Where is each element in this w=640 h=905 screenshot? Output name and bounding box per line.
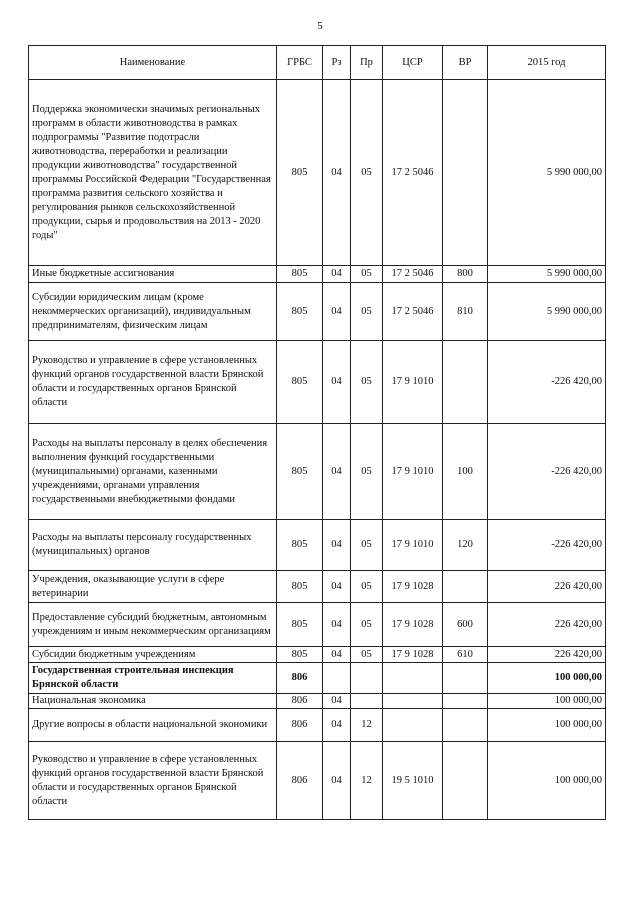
row-rz: 04: [323, 742, 351, 820]
row-vr: [443, 694, 488, 709]
table-row: [29, 283, 606, 341]
row-pr: 05: [351, 571, 383, 603]
row-vr: [443, 663, 488, 694]
header-year: 2015 год: [488, 46, 606, 80]
row-csr: 17 9 1028: [383, 571, 443, 603]
row-pr: 05: [351, 603, 383, 647]
row-amount: 100 000,00: [488, 663, 606, 694]
table-row: [29, 603, 606, 647]
row-amount: -226 420,00: [488, 341, 606, 424]
row-grbs: 806: [277, 742, 323, 820]
row-pr: [351, 663, 383, 694]
row-pr: 05: [351, 80, 383, 266]
row-rz: 04: [323, 80, 351, 266]
row-pr: 05: [351, 283, 383, 341]
row-rz: 04: [323, 603, 351, 647]
row-vr: 600: [443, 603, 488, 647]
row-csr: 17 9 1010: [383, 424, 443, 520]
row-csr: 17 2 5046: [383, 283, 443, 341]
row-csr: 17 2 5046: [383, 80, 443, 266]
row-rz: 04: [323, 647, 351, 663]
row-name: Государственная строительная инспекция Брянской области: [29, 663, 277, 694]
row-rz: 04: [323, 266, 351, 283]
table-row: [29, 742, 606, 820]
table-row: [29, 571, 606, 603]
row-grbs: 805: [277, 283, 323, 341]
row-vr: 610: [443, 647, 488, 663]
row-pr: 05: [351, 341, 383, 424]
row-amount: -226 420,00: [488, 424, 606, 520]
header-csr: ЦСР: [383, 46, 443, 80]
row-rz: 04: [323, 341, 351, 424]
row-name: Другие вопросы в области национальной экономики: [29, 709, 277, 742]
row-pr: [351, 694, 383, 709]
row-amount: 226 420,00: [488, 603, 606, 647]
table-row: [29, 694, 606, 709]
row-name: Руководство и управление в сфере установленных функций органов государственной власти Брянской области и государственных органов Брянской области: [29, 742, 277, 820]
row-name: Расходы на выплаты персоналу государственных (муниципальных) органов: [29, 520, 277, 571]
row-name: Предоставление субсидий бюджетным, автономным учреждениям и иным некоммерческим организациям: [29, 603, 277, 647]
row-vr: [443, 709, 488, 742]
header-vr: ВР: [443, 46, 488, 80]
row-name: Учреждения, оказывающие услуги в сфере ветеринарии: [29, 571, 277, 603]
header-name: Наименование: [29, 46, 277, 80]
row-grbs: 805: [277, 647, 323, 663]
table-row: [29, 647, 606, 663]
row-amount: 5 990 000,00: [488, 80, 606, 266]
row-rz: 04: [323, 283, 351, 341]
row-rz: 04: [323, 709, 351, 742]
row-pr: 12: [351, 742, 383, 820]
row-csr: 17 9 1028: [383, 647, 443, 663]
row-vr: [443, 80, 488, 266]
row-amount: 100 000,00: [488, 694, 606, 709]
row-pr: 12: [351, 709, 383, 742]
row-amount: 100 000,00: [488, 709, 606, 742]
page-number: 5: [317, 20, 323, 32]
row-name: Поддержка экономически значимых региональных программ в области животноводства в рамках подпрограммы "Развитие подотрасли животноводства, переработки и реализации продукции животноводства" государственной программы Российской Федерации "Государственная программа развития сельского хозяйства и регулирования рынков сельскохозяйственной продукции, сырья и продовольствия на 2013 - 2020 годы": [29, 80, 277, 266]
row-amount: 5 990 000,00: [488, 283, 606, 341]
row-amount: 5 990 000,00: [488, 266, 606, 283]
row-grbs: 806: [277, 709, 323, 742]
table-row: [29, 663, 606, 694]
row-csr: 17 9 1010: [383, 520, 443, 571]
row-name: Субсидии бюджетным учреждениям: [29, 647, 277, 663]
row-name: Руководство и управление в сфере установленных функций органов государственной власти Брянской области и государственных органов Брянской области: [29, 341, 277, 424]
header-rz: Рз: [323, 46, 351, 80]
row-csr: 19 5 1010: [383, 742, 443, 820]
row-grbs: 805: [277, 341, 323, 424]
row-grbs: 805: [277, 603, 323, 647]
row-csr: 17 9 1028: [383, 603, 443, 647]
table-row: [29, 266, 606, 283]
row-pr: 05: [351, 520, 383, 571]
row-grbs: 806: [277, 663, 323, 694]
row-grbs: 805: [277, 520, 323, 571]
row-csr: [383, 694, 443, 709]
row-grbs: 806: [277, 694, 323, 709]
row-name: Иные бюджетные ассигнования: [29, 266, 277, 283]
row-grbs: 805: [277, 571, 323, 603]
row-pr: 05: [351, 266, 383, 283]
row-rz: 04: [323, 520, 351, 571]
row-vr: [443, 742, 488, 820]
row-name: Национальная экономика: [29, 694, 277, 709]
row-name: Расходы на выплаты персоналу в целях обеспечения выполнения функций государственными (муниципальными) органами, казенными учреждениями, органами управления государственными внебюджетными фондами: [29, 424, 277, 520]
row-vr: [443, 571, 488, 603]
row-vr: 100: [443, 424, 488, 520]
budget-table: [28, 45, 606, 820]
row-csr: [383, 663, 443, 694]
row-amount: 100 000,00: [488, 742, 606, 820]
table-row: [29, 520, 606, 571]
row-pr: 05: [351, 424, 383, 520]
row-amount: 226 420,00: [488, 571, 606, 603]
row-amount: 226 420,00: [488, 647, 606, 663]
row-csr: 17 9 1010: [383, 341, 443, 424]
row-rz: [323, 663, 351, 694]
row-vr: [443, 341, 488, 424]
row-vr: 800: [443, 266, 488, 283]
table-row: [29, 341, 606, 424]
header-grbs: ГРБС: [277, 46, 323, 80]
table-row: [29, 424, 606, 520]
row-rz: 04: [323, 694, 351, 709]
row-rz: 04: [323, 424, 351, 520]
row-rz: 04: [323, 571, 351, 603]
row-pr: 05: [351, 647, 383, 663]
row-grbs: 805: [277, 80, 323, 266]
row-name: Субсидии юридическим лицам (кроме некоммерческих организаций), индивидуальным предпринимателям, физическим лицам: [29, 283, 277, 341]
row-vr: 120: [443, 520, 488, 571]
row-csr: 17 2 5046: [383, 266, 443, 283]
row-vr: 810: [443, 283, 488, 341]
table-row: [29, 709, 606, 742]
row-amount: -226 420,00: [488, 520, 606, 571]
header-pr: Пр: [351, 46, 383, 80]
table-row: [29, 80, 606, 266]
row-csr: [383, 709, 443, 742]
row-grbs: 805: [277, 424, 323, 520]
header-row: [29, 46, 606, 80]
row-grbs: 805: [277, 266, 323, 283]
